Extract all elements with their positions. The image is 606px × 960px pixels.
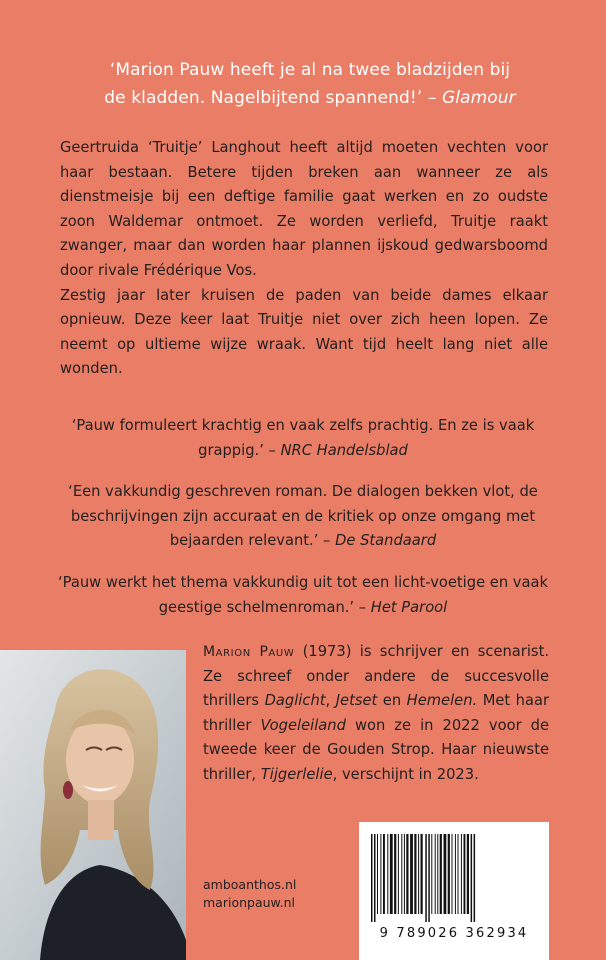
barcode-bar [458,834,459,914]
barcode-bar [467,834,469,914]
top-quote [60,56,560,112]
barcode-bar [394,834,396,914]
review-text: ‘Een vakkundig geschreven roman. De dialogen bekken vlot, de beschrijvingen zijn accuraat en de kritiek op onze omgang met bejaarden relevant.’ [68,483,538,550]
author-name: Marion Pauw [203,644,295,660]
barcode-bar [431,834,432,914]
barcode-bar [474,834,476,922]
bio-text: , verschijnt in 2023. [332,765,479,783]
barcode-bar [471,834,473,922]
barcode-bar [390,834,393,914]
top-quote-line2-text: de kladden. Nagelbijtend spannend!’ [104,88,423,108]
bio-text: , [325,692,336,710]
description-paragraph-1: Geertruida ‘Truitje’ Langhout heeft altijd moeten vechten voor haar bestaan. Betere tijden breken aan wanneer ze als dienstmeisje bij een deftige familie gaat werken en zo oudste zoon Waldemar ontmoet. Ze worden verliefd, Truitje raakt zwanger, maar dan worden haar plannen ijskoud gedwarsboomd door rivale Frédérique Vos. [60,139,548,279]
author-bio [203,640,549,788]
barcode-bar [371,834,373,922]
isbn-number: 9 789026 362934 [379,926,529,941]
author-portrait-illustration [0,650,186,960]
book-title: Daglicht [264,692,326,710]
barcode-bar [425,834,427,922]
bio-text: (1973) is schrijver en scenarist. Ze schreef onder andere de succesvolle thrillers [203,643,549,710]
website-link[interactable]: marionpauw.nl [203,895,295,910]
barcode-bar [421,834,423,914]
top-quote-line1: ‘Marion Pauw heeft je al na twee bladzijden bij [109,60,511,80]
barcode-bar [428,834,430,922]
review-quote: ‘Pauw formuleert krachtig en vaak zelfs prachtig. En ze is vaak grappig.’ – NRC Handelsblad [71,417,535,459]
barcode-bar [380,834,381,914]
barcode-bar [406,834,408,914]
website-link[interactable]: amboanthos.nl [203,877,297,892]
book-description [60,136,548,382]
barcode-bar [435,834,436,914]
barcode-bar [437,834,438,914]
barcode-bars [369,834,539,922]
top-quote-line2: de kladden. Nagelbijtend spannend!’ – Glamour [104,88,516,108]
review-text: ‘Pauw werkt het thema vakkundig uit tot een licht-voetige en vaak geestige schelmenroman.’ [57,574,549,616]
book-title: Tijgerlelie [260,765,333,783]
review-source: De Standaard [335,532,437,550]
author-photo [0,650,186,960]
barcode-bar [464,834,466,914]
barcode-bar [440,834,442,914]
review-quote: ‘Een vakkundig geschreven roman. De dialogen bekken vlot, de beschrijvingen zijn accuraat en de kritiek op onze omgang met bejaarden relevant.’ – De Standaard [68,483,538,550]
barcode-bar [401,834,402,914]
barcode-bar [448,834,450,914]
websites [203,876,296,912]
book-title: Hemelen. [406,692,478,710]
barcode-bar [455,834,456,914]
barcode-bar [383,834,385,914]
barcode-bar [461,834,462,914]
bio-text: en [377,692,407,710]
review-text: ‘Pauw formuleert krachtig en vaak zelfs prachtig. En ze is vaak grappig.’ [71,417,535,459]
review-source: NRC Handelsblad [280,441,408,459]
review-quote: ‘Pauw werkt het thema vakkundig uit tot een licht-voetige en vaak geestige schelmenroman.’ – Het Parool [57,574,549,616]
barcode-bar [418,834,419,914]
barcode-bar [452,834,453,914]
barcode-bar [387,834,388,914]
barcode-bar [377,834,378,914]
barcode-bar [444,834,447,914]
review-source: Het Parool [370,598,448,616]
barcode-bar [398,834,399,914]
barcode-bar [404,834,405,914]
barcode-bar [414,834,416,914]
bio-text: won ze in 2022 voor de tweede keer de Gouden Strop. Haar nieuwste thriller, [203,716,550,783]
book-title: Jetset [335,692,378,710]
book-title: Vogeleiland [260,716,346,734]
barcode-bar [374,834,376,922]
description-paragraph-2: Zestig jaar later kruisen de paden van beide dames elkaar opnieuw. Deze keer laat Truitje niet over zich heen lopen. Ze neemt op ultieme wijze wraak. Want tijd heelt lang niet alle wonden. [60,286,548,378]
barcode-bar [410,834,413,914]
top-quote-source: Glamour [441,88,516,108]
isbn-barcode [359,822,549,960]
bio-text: Met haar thriller [203,692,550,734]
